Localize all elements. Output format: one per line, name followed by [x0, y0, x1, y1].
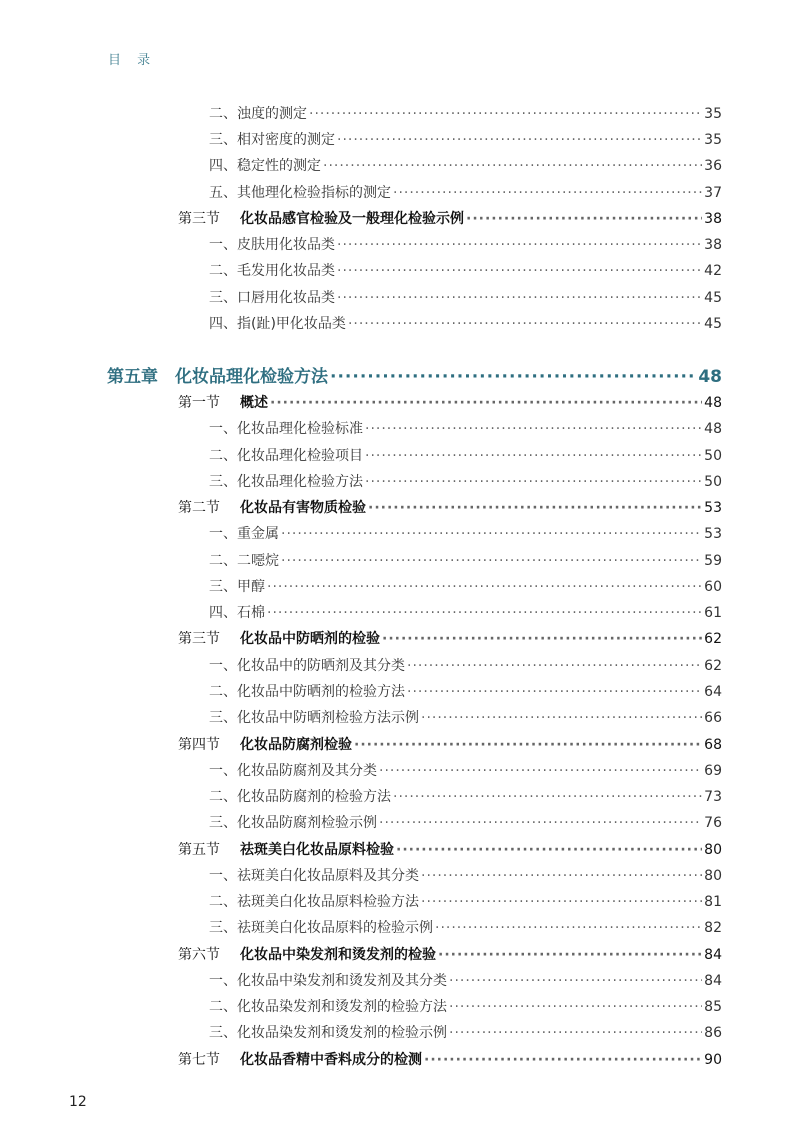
section-number: 第一节: [178, 395, 220, 411]
dot-leader: [281, 553, 702, 569]
toc-chapter[interactable]: [107, 362, 722, 387]
toc-page-number: 82: [704, 920, 722, 936]
toc-entry-title: [209, 103, 307, 123]
toc-page-number: 80: [704, 868, 722, 884]
toc-page-number: 84: [704, 947, 722, 963]
dot-leader: [466, 211, 702, 227]
toc-page-number: 61: [704, 605, 722, 621]
toc-entry-title: [209, 760, 377, 780]
toc-section[interactable]: [178, 208, 722, 228]
toc-item[interactable]: [209, 234, 722, 254]
toc-entry-title: [209, 129, 335, 149]
toc-entry-title: [209, 707, 419, 727]
toc-entry-title: [209, 418, 363, 438]
toc-page-number: 64: [704, 684, 722, 700]
toc-item[interactable]: [209, 917, 722, 937]
toc-item[interactable]: [209, 602, 722, 622]
toc-page-number: 38: [704, 237, 722, 253]
dot-leader: [407, 658, 702, 674]
toc-entry-label: 一、化妆品中的防晒剂及其分类: [209, 658, 405, 674]
toc-entry-label: 祛斑美白化妆品原料检验: [240, 842, 394, 858]
toc-item[interactable]: [209, 129, 722, 149]
toc-entry-label: 三、甲醇: [209, 579, 265, 595]
dot-leader: [435, 920, 702, 936]
toc-entry-label: 二、祛斑美白化妆品原料检验方法: [209, 894, 419, 910]
section-number: 第二节: [178, 500, 220, 516]
dot-leader: [393, 185, 702, 201]
dot-leader: [438, 947, 702, 963]
dot-leader: [281, 526, 702, 542]
toc-entry-label: 二、浊度的测定: [209, 106, 307, 122]
toc-entry-label: 四、指(趾)甲化妆品类: [209, 316, 346, 332]
toc-page-number: 48: [698, 367, 722, 387]
dot-leader: [421, 868, 702, 884]
dot-leader: [348, 316, 702, 332]
dot-leader: [337, 237, 702, 253]
toc-item[interactable]: [209, 655, 722, 675]
dot-leader: [330, 367, 696, 387]
toc-entry-title: [178, 1049, 422, 1069]
toc-entry-title: [209, 602, 265, 622]
toc-item[interactable]: [209, 812, 722, 832]
toc-item[interactable]: [209, 681, 722, 701]
section-number: 第四节: [178, 737, 220, 753]
toc-entry-title: [209, 655, 405, 675]
toc-item[interactable]: [209, 287, 722, 307]
toc-entry-title: [178, 944, 436, 964]
toc-entry-title: [209, 917, 433, 937]
toc-page-number: 37: [704, 185, 722, 201]
toc-entry-title: [178, 839, 394, 859]
toc-entry-title: [107, 362, 328, 387]
toc-entry-label: 化妆品感官检验及一般理化检验示例: [240, 211, 464, 227]
toc-entry-title: [209, 471, 363, 491]
toc-item[interactable]: [209, 1022, 722, 1042]
toc-entry-label: 二、毛发用化妆品类: [209, 263, 335, 279]
toc-page-number: 85: [704, 999, 722, 1015]
running-header: 目 录: [108, 53, 157, 68]
toc-page-number: 45: [704, 290, 722, 306]
toc-entry-label: 二、化妆品理化检验项目: [209, 448, 363, 464]
toc-page-number: 50: [704, 448, 722, 464]
dot-leader: [379, 815, 702, 831]
toc-item[interactable]: [209, 786, 722, 806]
toc-entry-label: 四、石棉: [209, 605, 265, 621]
toc-entry-label: 四、稳定性的测定: [209, 158, 321, 174]
dot-leader: [421, 710, 702, 726]
toc-section[interactable]: [178, 1049, 722, 1069]
toc-page-number: 69: [704, 763, 722, 779]
toc-entry-label: 三、化妆品染发剂和烫发剂的检验示例: [209, 1025, 447, 1041]
toc-entry-title: [209, 576, 265, 596]
toc-item[interactable]: [209, 576, 722, 596]
toc-page-number: 80: [704, 842, 722, 858]
toc-entry-title: [209, 865, 419, 885]
toc-entry-label: 一、化妆品中染发剂和烫发剂及其分类: [209, 973, 447, 989]
toc-page-number: 48: [704, 395, 722, 411]
toc-page-number: 59: [704, 553, 722, 569]
toc-page-number: 68: [704, 737, 722, 753]
dot-leader: [449, 1025, 702, 1041]
toc-section[interactable]: [178, 944, 722, 964]
toc-entry-label: 概述: [240, 395, 268, 411]
toc-page-number: 90: [704, 1052, 722, 1068]
section-number: 第六节: [178, 947, 220, 963]
toc-entry-label: 五、其他理化检验指标的测定: [209, 185, 391, 201]
chapter-number: 第五章: [107, 367, 158, 387]
toc-page-number: 66: [704, 710, 722, 726]
dot-leader: [365, 448, 702, 464]
toc-item[interactable]: [209, 103, 722, 123]
toc-entry-title: [209, 996, 447, 1016]
toc-item[interactable]: [209, 313, 722, 333]
toc-entry-title: [209, 812, 377, 832]
toc-section[interactable]: [178, 628, 722, 648]
toc-section[interactable]: [178, 839, 722, 859]
dot-leader: [368, 500, 702, 516]
toc-entry-label: 化妆品有害物质检验: [240, 500, 366, 516]
section-number: 第七节: [178, 1052, 220, 1068]
toc-item[interactable]: [209, 260, 722, 280]
toc-page-number: 62: [704, 631, 722, 647]
toc-item[interactable]: [209, 155, 722, 175]
dot-leader: [354, 737, 702, 753]
toc-entry-label: 二、化妆品中防晒剂的检验方法: [209, 684, 405, 700]
toc-entry-label: 一、重金属: [209, 526, 279, 542]
toc-entry-title: [209, 445, 363, 465]
toc-entry-title: [209, 786, 391, 806]
toc-item[interactable]: [209, 891, 722, 911]
section-number: 第三节: [178, 631, 220, 647]
toc-item[interactable]: [209, 707, 722, 727]
toc-item[interactable]: [209, 970, 722, 990]
toc-page-number: 53: [704, 526, 722, 542]
dot-leader: [267, 605, 702, 621]
toc-entry-label: 三、相对密度的测定: [209, 132, 335, 148]
toc-page-number: 84: [704, 973, 722, 989]
toc-section[interactable]: [178, 392, 722, 412]
toc-page-number: 60: [704, 579, 722, 595]
toc-entry-title: [209, 234, 335, 254]
page-number: 12: [69, 1094, 87, 1110]
toc-section[interactable]: [178, 497, 722, 517]
toc-entry-label: 化妆品理化检验方法: [175, 367, 328, 387]
toc-page-number: 73: [704, 789, 722, 805]
toc-entry-label: 三、化妆品防腐剂检验示例: [209, 815, 377, 831]
toc-item[interactable]: [209, 182, 722, 202]
dot-leader: [267, 579, 702, 595]
toc-entry-title: [209, 1022, 447, 1042]
section-number: 第五节: [178, 842, 220, 858]
dot-leader: [309, 106, 702, 122]
dot-leader: [337, 263, 702, 279]
toc-entry-label: 一、祛斑美白化妆品原料及其分类: [209, 868, 419, 884]
dot-leader: [379, 763, 702, 779]
toc-page-number: 48: [704, 421, 722, 437]
toc-item[interactable]: [209, 865, 722, 885]
dot-leader: [396, 842, 702, 858]
toc-page-number: 50: [704, 474, 722, 490]
dot-leader: [382, 631, 702, 647]
toc-entry-title: [209, 182, 391, 202]
toc-entry-label: 二、二噁烷: [209, 553, 279, 569]
toc-entry-title: [209, 681, 405, 701]
toc-entry-title: [209, 260, 335, 280]
toc-page-number: 76: [704, 815, 722, 831]
toc-entry-title: [209, 970, 447, 990]
dot-leader: [449, 999, 702, 1015]
toc-item[interactable]: [209, 471, 722, 491]
toc-page-number: 38: [704, 211, 722, 227]
dot-leader: [337, 132, 702, 148]
toc-entry-title: [209, 287, 335, 307]
toc-entry-title: [178, 208, 464, 228]
toc-entry-title: [178, 628, 380, 648]
toc-entry-label: 三、祛斑美白化妆品原料的检验示例: [209, 920, 433, 936]
toc-entry-title: [209, 891, 419, 911]
toc-entry-label: 二、化妆品防腐剂的检验方法: [209, 789, 391, 805]
toc-page-number: 45: [704, 316, 722, 332]
dot-leader: [365, 421, 702, 437]
toc-page-number: 42: [704, 263, 722, 279]
toc-entry-label: 三、化妆品理化检验方法: [209, 474, 363, 490]
toc-entry-label: 化妆品中防晒剂的检验: [240, 631, 380, 647]
toc-entry-title: [178, 392, 268, 412]
dot-leader: [407, 684, 702, 700]
dot-leader: [337, 290, 702, 306]
toc-entry-title: [178, 734, 352, 754]
toc-entry-title: [209, 550, 279, 570]
toc-entry-title: [209, 523, 279, 543]
toc-page-number: 53: [704, 500, 722, 516]
toc-entry-title: [209, 155, 321, 175]
toc-item[interactable]: [209, 760, 722, 780]
toc-item[interactable]: [209, 418, 722, 438]
dot-leader: [449, 973, 702, 989]
toc-page-number: 62: [704, 658, 722, 674]
dot-leader: [424, 1052, 702, 1068]
toc-entry-label: 三、口唇用化妆品类: [209, 290, 335, 306]
toc-entry-title: [209, 313, 346, 333]
toc-entry-label: 化妆品中染发剂和烫发剂的检验: [240, 947, 436, 963]
toc-entry-label: 一、化妆品理化检验标准: [209, 421, 363, 437]
dot-leader: [365, 474, 702, 490]
toc-item[interactable]: [209, 523, 722, 543]
toc-entry-label: 一、皮肤用化妆品类: [209, 237, 335, 253]
toc-entry-label: 三、化妆品中防晒剂检验方法示例: [209, 710, 419, 726]
toc-item[interactable]: [209, 550, 722, 570]
dot-leader: [323, 158, 702, 174]
toc-section[interactable]: [178, 734, 722, 754]
toc-page-number: 81: [704, 894, 722, 910]
toc-item[interactable]: [209, 996, 722, 1016]
toc-entry-label: 一、化妆品防腐剂及其分类: [209, 763, 377, 779]
dot-leader: [393, 789, 702, 805]
toc-page-number: 86: [704, 1025, 722, 1041]
section-number: 第三节: [178, 211, 220, 227]
toc-page-number: 35: [704, 132, 722, 148]
toc-entry-label: 化妆品香精中香料成分的检测: [240, 1052, 422, 1068]
toc-entry-label: 化妆品防腐剂检验: [240, 737, 352, 753]
dot-leader: [421, 894, 702, 910]
toc-page-number: 35: [704, 106, 722, 122]
toc-entry-title: [178, 497, 366, 517]
toc-page-number: 36: [704, 158, 722, 174]
toc-entry-label: 二、化妆品染发剂和烫发剂的检验方法: [209, 999, 447, 1015]
toc-item[interactable]: [209, 445, 722, 465]
dot-leader: [270, 395, 702, 411]
